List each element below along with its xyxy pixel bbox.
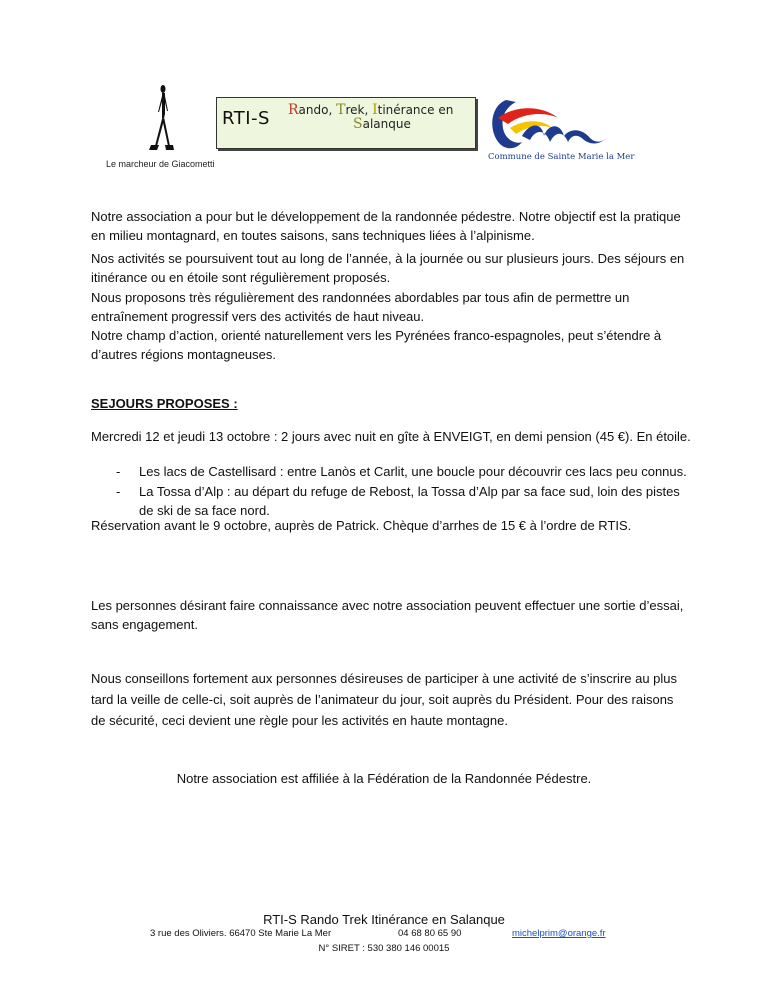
sejour-event: Mercredi 12 et jeudi 13 octobre : 2 jours avec nuit en gîte à ENVEIGT, en demi pension (45 €). En étoile. bbox=[91, 429, 691, 444]
reservation-line: Réservation avant le 9 octobre, auprès de Patrick. Chèque d’arrhes de 15 € à l’ordre de RTIS. bbox=[91, 518, 632, 533]
commune-logo-icon bbox=[486, 92, 610, 154]
bullet-marker: - bbox=[116, 484, 121, 499]
essai-paragraph: Les personnes désirant faire connaissance avec notre association peuvent effectuer une sortie d’essai, sans engagement. bbox=[91, 598, 684, 632]
sejour-bullet-1: Les lacs de Castellisard : entre Lanòs et Carlit, une boucle pour découvrir ces lacs peu connus. bbox=[139, 464, 687, 479]
intro-paragraph-1: Notre association a pour but le développement de la randonnée pédestre. Notre objectif est la pratique en milieu montagnard, en toutes saisons, sans techniques liées à l’alpinisme. bbox=[91, 209, 681, 243]
title-short: RTI-S bbox=[222, 108, 270, 129]
footer-phone: 04 68 80 65 90 bbox=[398, 928, 462, 939]
title-long: Rando, Trek, Itinérance en Salanque bbox=[288, 102, 454, 132]
sejours-heading: SEJOURS PROPOSES : bbox=[91, 396, 238, 411]
sejour-bullet-2: La Tossa d’Alp : au départ du refuge de Rebost, la Tossa d’Alp par sa face sud, loin des pistes de ski de sa face nord. bbox=[139, 484, 680, 518]
affiliation-line: Notre association est affiliée à la Fédération de la Randonnée Pédestre. bbox=[176, 771, 592, 786]
footer-title: RTI-S Rando Trek Itinérance en Salanque bbox=[263, 912, 505, 927]
title-letter-r: R bbox=[288, 102, 299, 118]
bullet-marker: - bbox=[116, 464, 121, 479]
title-letter-s: S bbox=[353, 116, 363, 132]
intro-paragraph-2: Nos activités se poursuivent tout au long de l’année, à la journée ou sur plusieurs jours. Des séjours en itinérance ou en étoile sont régulièrement proposés. bbox=[91, 251, 685, 285]
title-letter-i: I bbox=[372, 102, 378, 118]
footer-email-link[interactable]: michelprim@orange.fr bbox=[512, 928, 606, 939]
conseil-paragraph: Nous conseillons fortement aux personnes désireuses de participer à une activité de s’inscrire au plus tard la veille de celle-ci, soit auprès de l’animateur du jour, soit auprès du Président. Pour des raisons de sécurité, ceci devient une règle pour les activités en haute montagne. bbox=[91, 671, 678, 728]
commune-caption: Commune de Sainte Marie la Mer bbox=[488, 152, 635, 162]
title-letter-t: T bbox=[336, 102, 346, 118]
footer-siret: N° SIRET : 530 380 146 00015 bbox=[318, 943, 450, 954]
walker-caption: Le marcheur de Giacometti bbox=[106, 159, 215, 169]
intro-paragraph-4: Notre champ d’action, orienté naturellement vers les Pyrénées franco-espagnoles, peut s’étendre à d’autres régions montagneuses. bbox=[91, 328, 662, 362]
walking-man-sculpture-icon bbox=[143, 84, 179, 154]
intro-paragraph-3: Nous proposons très régulièrement des randonnées abordables par tous afin de permettre un entraînement progressif vers des activités de haut niveau. bbox=[91, 290, 630, 324]
footer-address: 3 rue des Oliviers. 66470 Ste Marie La Mer bbox=[150, 928, 332, 939]
